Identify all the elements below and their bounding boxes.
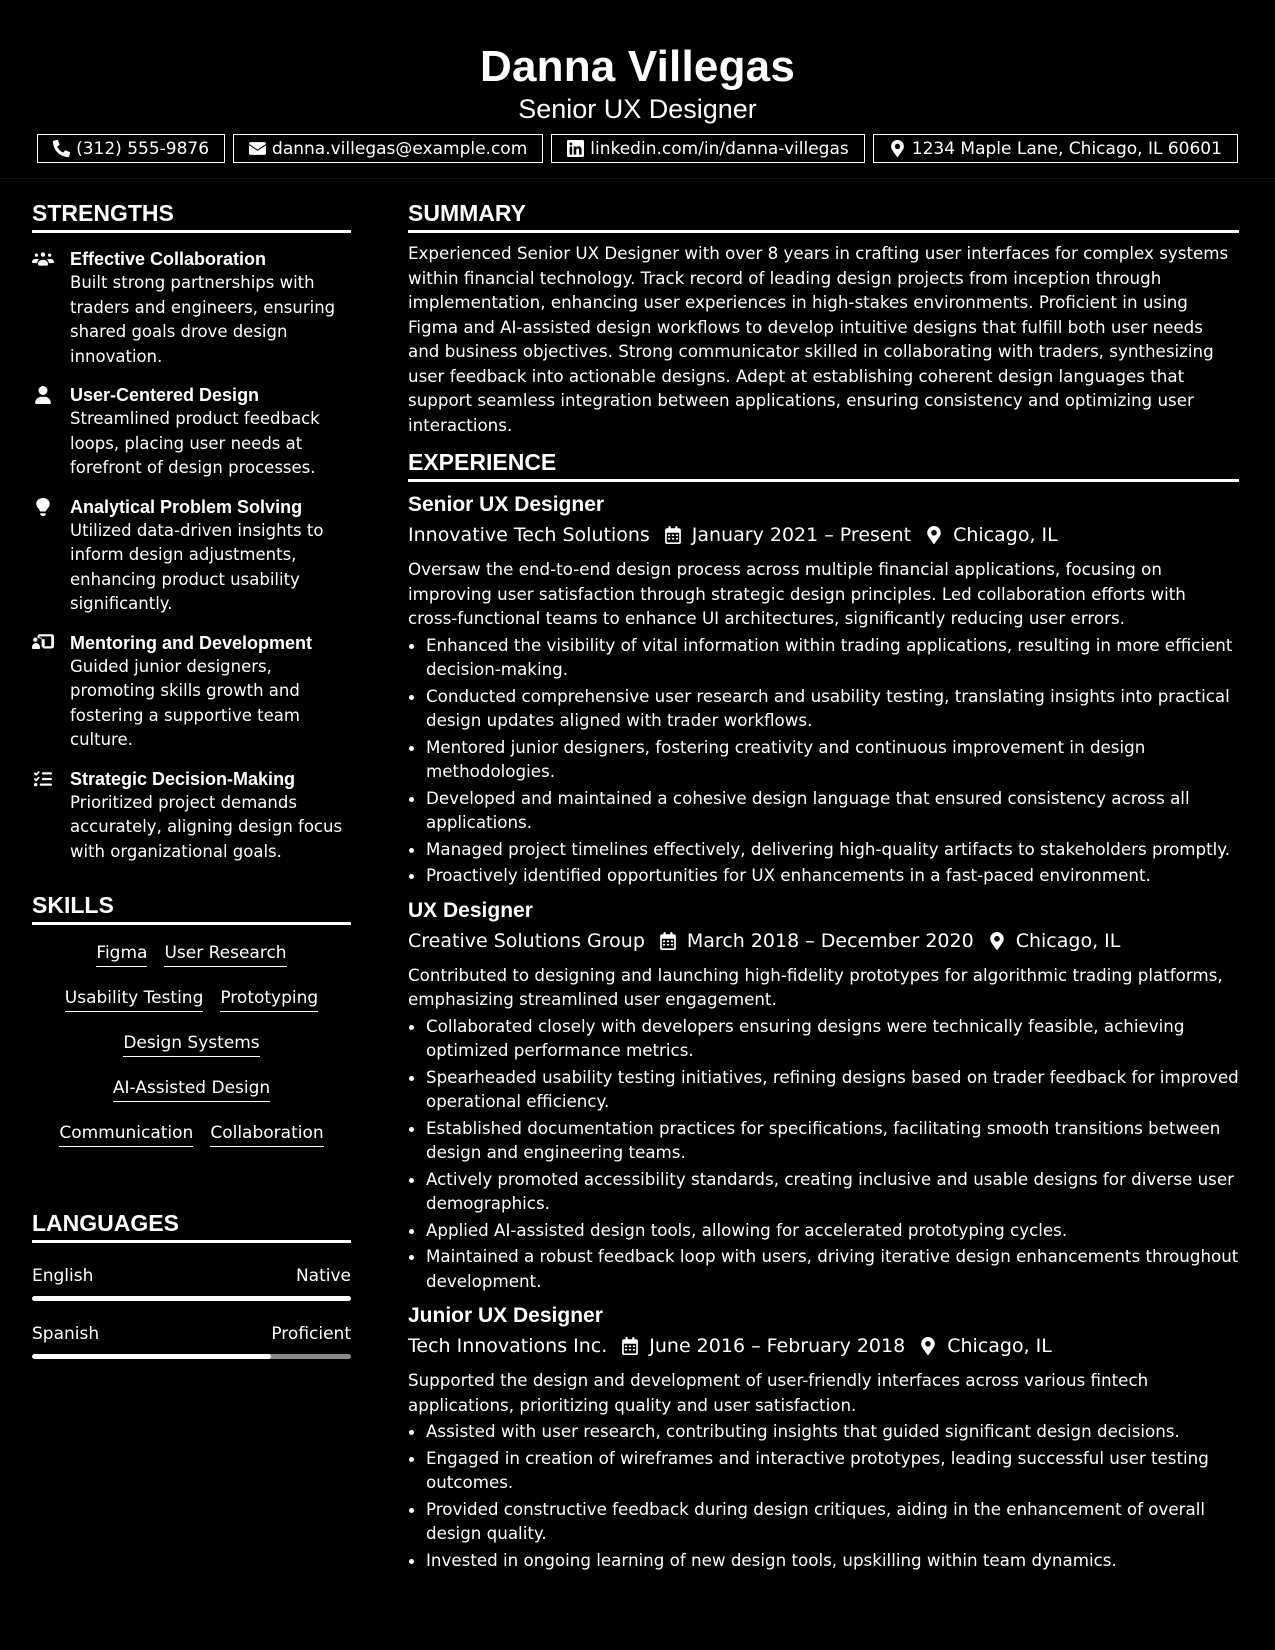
strength-item xyxy=(32,247,351,369)
map-marker-icon xyxy=(988,932,1006,950)
skills-list xyxy=(32,941,351,1166)
strength-desc: Streamlined product feedback loops, placing user needs at forefront of design processes. xyxy=(70,409,320,477)
lightbulb-icon xyxy=(32,498,54,516)
language-level: Proficient xyxy=(271,1324,351,1344)
job-bullet: • Spearheaded usability testing initiatives, refining designs based on trader feedback for improved operational efficiency. xyxy=(426,1065,1239,1114)
contact-linkedin[interactable] xyxy=(551,134,864,163)
skill-tag: Collaboration xyxy=(210,1121,323,1147)
job-entry xyxy=(408,896,1239,1294)
job-title: Senior UX Designer xyxy=(408,493,605,516)
job-dates: June 2016 – February 2018 xyxy=(649,1335,906,1357)
job-bullet: • Enhanced the visibility of vital information within trading applications, resulting in more efficient decision-making. xyxy=(426,633,1239,682)
language-name: English xyxy=(32,1266,94,1286)
skill-tag: Communication xyxy=(59,1121,193,1147)
job-meta xyxy=(408,1331,1239,1361)
job-bullet: • Mentored junior designers, fostering creativity and continuous improvement in design methodologies. xyxy=(426,735,1239,784)
user-icon xyxy=(32,386,54,404)
contact-address-text: 1234 Maple Lane, Chicago, IL 60601 xyxy=(911,138,1222,159)
job-bullet: • Actively promoted accessibility standards, creating inclusive and usable designs for diverse user demographics. xyxy=(426,1167,1239,1216)
candidate-name: Danna Villegas xyxy=(479,42,795,91)
job-company: Creative Solutions Group xyxy=(408,929,645,952)
job-entry xyxy=(408,490,1239,888)
left-column xyxy=(32,198,351,1359)
job-bullet: • Engaged in creation of wireframes and interactive prototypes, leading successful user testing outcomes. xyxy=(426,1446,1239,1495)
job-bullets xyxy=(408,633,1239,888)
language-level: Native xyxy=(295,1266,351,1286)
skill-tag: User Research xyxy=(164,941,286,967)
contact-email-text: danna.villegas@example.com xyxy=(272,138,528,159)
users-icon xyxy=(32,250,54,268)
calendar-icon xyxy=(621,1337,639,1355)
job-bullet: • Established documentation practices for specifications, facilitating smooth transitions between design and engineering teams. xyxy=(426,1116,1239,1165)
contact-phone-text: (312) 555-9876 xyxy=(76,138,210,159)
strength-item xyxy=(32,495,351,617)
strength-title: Effective Collaboration xyxy=(70,249,267,269)
language-proficiency-fill xyxy=(32,1354,271,1359)
language-item xyxy=(32,1323,351,1359)
strength-item xyxy=(32,631,351,753)
contact-address xyxy=(873,134,1238,163)
list-check-icon xyxy=(32,770,54,788)
linkedin-icon xyxy=(567,140,584,157)
job-bullet: • Collaborated closely with developers ensuring designs were technically feasible, achieving optimized performance metrics. xyxy=(426,1014,1239,1063)
summary-heading: SUMMARY xyxy=(408,198,1239,233)
contact-phone[interactable] xyxy=(37,134,225,163)
language-proficiency-bar xyxy=(32,1296,351,1301)
job-entry xyxy=(408,1301,1239,1572)
job-bullets xyxy=(408,1419,1239,1572)
language-item xyxy=(32,1265,351,1301)
skill-tag: Prototyping xyxy=(220,986,318,1012)
candidate-title: Senior UX Designer xyxy=(518,94,757,124)
calendar-icon xyxy=(664,526,682,544)
job-company: Tech Innovations Inc. xyxy=(408,1335,608,1357)
strength-item xyxy=(32,383,351,481)
job-company: Innovative Tech Solutions xyxy=(408,524,650,546)
job-location: Chicago, IL xyxy=(1015,929,1121,952)
language-proficiency-bar xyxy=(32,1354,351,1359)
envelope-icon xyxy=(249,140,266,157)
job-title: UX Designer xyxy=(408,898,533,922)
contact-linkedin-text: linkedin.com/in/danna-villegas xyxy=(590,138,849,159)
job-location: Chicago, IL xyxy=(953,524,1058,546)
job-meta xyxy=(408,520,1239,550)
skill-tag: Usability Testing xyxy=(65,986,204,1012)
map-marker-icon xyxy=(919,1337,937,1355)
job-description: Oversaw the end-to-end design process across multiple financial applications, focusing on improving user satisfaction through strategic design principles. Led collaboration efforts with cross-functional teams to enhance UI architectures, significantly reducing user errors. xyxy=(408,559,1186,628)
language-proficiency-fill xyxy=(32,1296,351,1301)
job-bullet: • Developed and maintained a cohesive design language that ensured consistency across all applications. xyxy=(426,786,1239,835)
strengths-heading: STRENGTHS xyxy=(32,198,351,233)
contact-email[interactable] xyxy=(233,134,543,163)
phone-icon xyxy=(53,140,70,157)
map-marker-icon xyxy=(889,140,906,157)
job-bullet: • Assisted with user research, contributing insights that guided significant design decisions. xyxy=(426,1419,1239,1444)
strength-desc: Utilized data-driven insights to inform design adjustments, enhancing product usability significantly. xyxy=(70,520,324,613)
resume-header xyxy=(0,0,1275,179)
strength-title: User-Centered Design xyxy=(70,385,260,405)
strength-desc: Guided junior designers, promoting skills growth and fostering a supportive team culture. xyxy=(70,656,300,749)
job-description: Supported the design and development of user-friendly interfaces across various fintech applications, prioritizing quality and user satisfaction. xyxy=(408,1370,1149,1415)
calendar-icon xyxy=(659,932,677,950)
job-dates: January 2021 – Present xyxy=(691,524,912,546)
strength-item xyxy=(32,767,351,865)
experience-heading: EXPERIENCE xyxy=(408,447,1239,482)
job-dates: March 2018 – December 2020 xyxy=(686,929,974,952)
contact-bar xyxy=(0,134,1275,163)
language-name: Spanish xyxy=(32,1324,100,1344)
right-column xyxy=(408,198,1239,1574)
job-bullets xyxy=(408,1014,1239,1294)
chalkboard-teacher-icon xyxy=(32,634,54,652)
strength-desc: Built strong partnerships with traders and engineers, ensuring shared goals drove design innovation. xyxy=(70,273,336,366)
strength-title: Strategic Decision-Making xyxy=(70,768,296,789)
map-marker-icon xyxy=(925,526,943,544)
job-bullet: • Proactively identified opportunities for UX enhancements in a fast-paced environment. xyxy=(426,863,1239,888)
job-meta xyxy=(408,926,1239,956)
skills-heading: SKILLS xyxy=(32,890,351,925)
job-bullet: • Invested in ongoing learning of new design tools, upskilling within team dynamics. xyxy=(426,1548,1239,1573)
skill-tag: Figma xyxy=(96,941,147,967)
job-bullet: • Applied AI-assisted design tools, allowing for accelerated prototyping cycles. xyxy=(426,1218,1239,1243)
job-bullet: • Provided constructive feedback during design critiques, aiding in the enhancement of overall design quality. xyxy=(426,1497,1239,1546)
languages-heading: LANGUAGES xyxy=(32,1208,351,1243)
job-bullet: • Conducted comprehensive user research and usability testing, translating insights into practical design updates aligned with trader workflows. xyxy=(426,684,1239,733)
job-title: Junior UX Designer xyxy=(408,1304,603,1327)
job-description: Contributed to designing and launching high-fidelity prototypes for algorithmic trading platforms, emphasizing streamlined user engagement. xyxy=(408,964,1223,1009)
strength-title: Analytical Problem Solving xyxy=(70,496,303,517)
job-location: Chicago, IL xyxy=(947,1335,1052,1357)
job-bullet: • Maintained a robust feedback loop with users, driving iterative design enhancements throughout development. xyxy=(426,1244,1239,1293)
skill-tag: AI-Assisted Design xyxy=(113,1076,270,1102)
summary-text: Experienced Senior UX Designer with over 8 years in crafting user interfaces for complex systems within financial technology. Track record of leading design projects from inception through implementation, enhancing user experiences in high-stakes environments. Proficient in using Figma and AI-assisted design workflows to develop intuitive designs that fulfill both user needs and business objectives. Strong communicator skilled in collaborating with traders, synthesizing user feedback into actionable designs. Adept at establishing coherent design languages that support seamless integration between applications, ensuring consistency and optimizing user interactions. xyxy=(408,243,1229,435)
strength-desc: Prioritized project demands accurately, aligning design focus with organizational goals. xyxy=(70,792,343,861)
skill-tag: Design Systems xyxy=(123,1031,259,1057)
job-bullet: • Managed project timelines effectively, delivering high-quality artifacts to stakeholders promptly. xyxy=(426,837,1239,862)
strength-title: Mentoring and Development xyxy=(70,632,313,653)
